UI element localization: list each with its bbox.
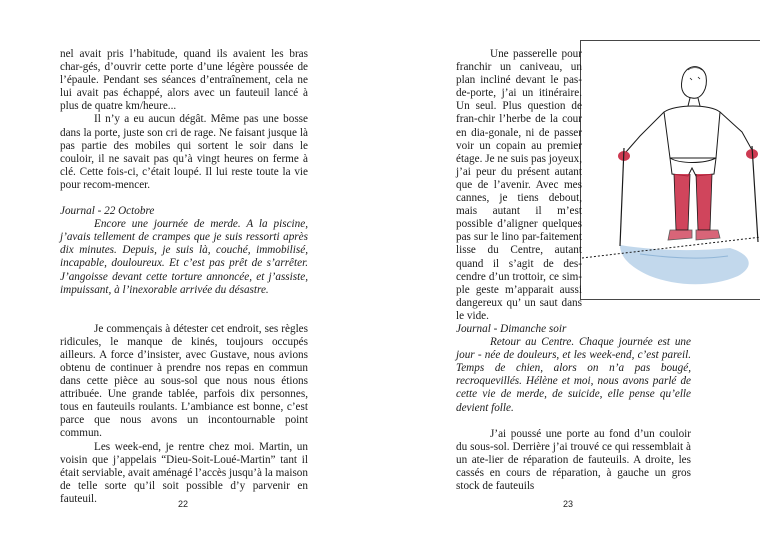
- neck: [688, 98, 700, 106]
- torso: [664, 106, 720, 163]
- left-arm: [626, 112, 664, 152]
- journal-entry-22-octobre: Encore une journée de merde. A la piscine, j’avais tellement de crampes que je suis ressorti après dix minutes. Depuis, je suis là, couché, immobilisé, incapable, douloureux. Et c’est pas prêt de s’arrêter. J’angoisse devant cette torture annoncée, et j’assiste, impuissant, à l’inexorable arrivée du désastre.: [60, 218, 308, 296]
- right-crutch: [752, 146, 758, 242]
- left-crutch: [620, 148, 624, 246]
- paragraph-passerelle: Une passerelle pour franchir un caniveau, un plan incliné devant le pas-de-porte, j’ai un itinéraire. Un seul. Plus question de fran-chir l’herbe de la cour en dia-gonale, ni de passer voir un copain au premier étage. Je ne suis pas joyeux, j’ai peur du présent autant que de l’avenir. Avec mes cannes, je tiens debout, mais autant il m’est possible d’aligner quelques pas sur le lino par-faitement lisse du Centre, autant quand il s’agit de des-cendre d’un trottoir, ce sim-ple geste m’apparait aussi dangereux qu’ un saut dans le vide.: [456, 48, 582, 322]
- paragraph-1: nel avait pris l’habitude, quand ils avaient les bras char-gés, d’ouvrir cette porte d’une légère poussée de l’épaule. Pendant ses séances d’entraînement, cela ne lui avait pas échappé, alors avec un fauteuil lancé à plus de quatre km/heure...: [60, 48, 308, 113]
- right-arm: [720, 112, 752, 150]
- right-foot: [696, 230, 720, 240]
- journal-title-dimanche-soir: Journal - Dimanche soir: [456, 323, 567, 335]
- left-foot: [668, 230, 692, 240]
- journal-title-22-octobre: Journal - 22 Octobre: [60, 205, 155, 218]
- right-page: [380, 0, 760, 537]
- head: [681, 67, 706, 99]
- left-page-text: [60, 48, 308, 506]
- page-number-right: 23: [563, 499, 574, 509]
- paragraph-atelier: J’ai poussé une porte au fond d’un couloir du sous-sol. Derrière j’ai trouvé ce qui ressemblait à un ate-lier de réparation de fauteuils. A droite, les cassés en cours de réparation, à gauche un gros stock de fauteuils: [456, 427, 691, 493]
- right-leg: [696, 174, 712, 230]
- illustration: [580, 40, 760, 300]
- page-number-left: 22: [178, 499, 189, 509]
- man-with-crutches-drawing: [580, 40, 760, 300]
- paragraph-2: Il n’y a eu aucun dégât. Même pas une bosse dans la porte, juste son cri de rage. Ne faisant jusque là pas partie des mobiles qui sortent le soir dans le couloir, il ne savait pas qu’à vingt heures on ferme à clé. Cette fois-ci, c’était loupé. Il lui reste toute la vie pour recom-mencer.: [60, 113, 308, 191]
- paragraph-3: Je commençais à détester cet endroit, ses règles ridicules, le manque de kinés, toujours occupés ailleurs. A force d’insister, avec Gustave, nous avions obtenu de continuer à prendre nos repas en commun dans cette pièce au sous-sol que nous nous étions attribuée. Une grande tablée, parfois dix personnes, tous en fauteuils roulants. L’ambiance est bonne, c’est parce que nous avons un incontournable point commun.: [60, 322, 308, 440]
- paragraph-4: Les week-end, je rentre chez moi. Martin, un voisin que j’appelais “Dieu-Soit-Loué-Martin” tant il était serviable, avait aménagé l’accès jusqu’à la maison de telle sorte qu’il soit possible d’y parvenir en fauteuil.: [60, 440, 308, 505]
- right-page-narrow-text: [456, 48, 582, 323]
- journal-entry-dimanche-soir: Retour au Centre. Chaque journée est une jour - née de douleurs, et les week-end, c’est pareil. Temps de chien, alors on n’a pas bougé, recroquevillés. Hélène et moi, nous avons parlé de cette vie de merde, de suicide, elle pense qu’elle devient folle.: [456, 336, 691, 414]
- left-leg: [674, 174, 690, 230]
- right-page-text: [456, 323, 691, 493]
- eyes: [690, 77, 700, 80]
